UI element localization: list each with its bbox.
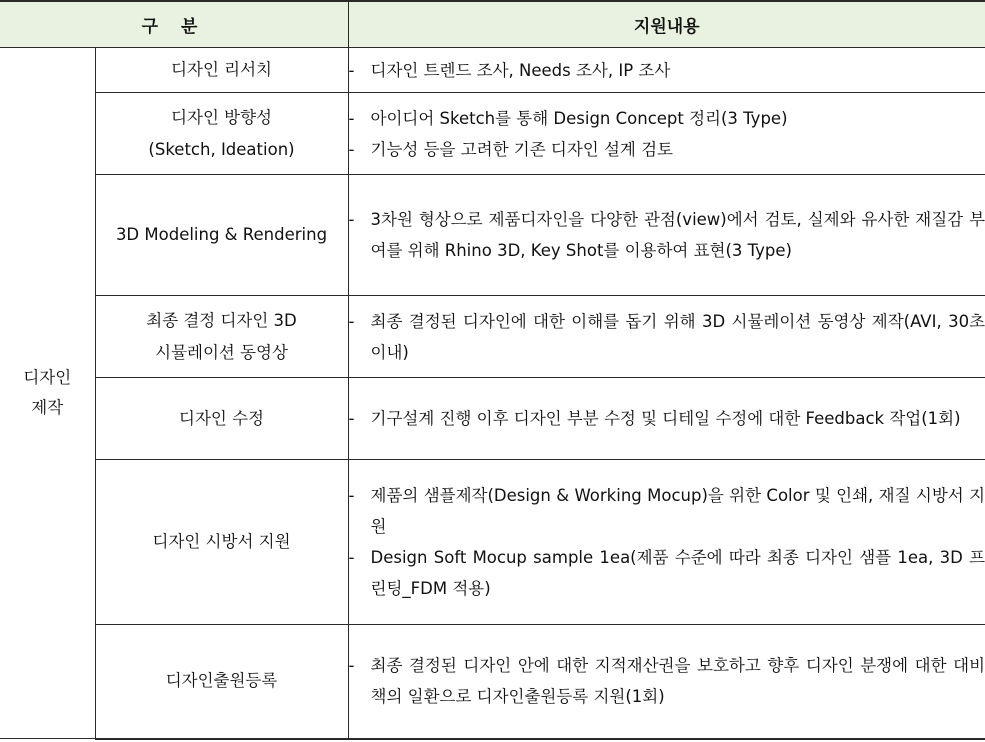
content-cell xyxy=(348,175,985,296)
subcategory-cell xyxy=(95,460,348,625)
item-text: 기구설계 진행 이후 디자인 부분 수정 및 디테일 수정에 대한 Feedback 작업(1회) xyxy=(370,409,961,428)
subcategory-label: 최종 결정 디자인 3D xyxy=(146,310,297,330)
item-text: 최종 결정된 디자인 안에 대한 지적재산권을 보호하고 향후 디자인 분쟁에 대한 대비책의 일환으로 디자인출원등록 지원(1회) xyxy=(370,656,985,707)
subcategory-label: 시뮬레이션 동영상 xyxy=(155,342,288,362)
table-row xyxy=(0,625,985,739)
list-item xyxy=(349,542,985,604)
subcategory-label: 디자인 수정 xyxy=(179,408,264,428)
subcategory-label: 디자인출원등록 xyxy=(165,671,278,691)
subcategory-cell xyxy=(95,93,348,175)
subcategory-label: 디자인 시방서 지원 xyxy=(152,532,291,551)
table-row xyxy=(0,378,985,460)
category-line-1: 디자인 xyxy=(23,368,72,387)
subcategory-cell xyxy=(95,48,348,93)
table-row xyxy=(0,460,985,625)
subcategory-label: 디자인 방향성 xyxy=(171,107,272,127)
header-support-content: 지원내용 xyxy=(348,1,985,48)
table-header-row xyxy=(0,1,985,48)
list-item xyxy=(349,403,985,434)
content-cell xyxy=(348,296,985,378)
dash-bullet: - xyxy=(348,108,355,128)
header-category: 구 분 xyxy=(0,1,348,48)
category-line-2: 제작 xyxy=(31,398,64,417)
category-design-production xyxy=(0,48,95,739)
table-row xyxy=(0,93,985,175)
subcategory-cell xyxy=(95,296,348,378)
content-cell xyxy=(348,93,985,175)
dash-bullet: - xyxy=(348,210,355,229)
subcategory-label: 3D Modeling & Rendering xyxy=(115,225,328,244)
list-item xyxy=(349,480,985,542)
subcategory-cell xyxy=(95,625,348,739)
table-row xyxy=(0,48,985,93)
list-item xyxy=(349,55,985,86)
list-item xyxy=(349,103,985,134)
item-text: 최종 결정된 디자인에 대한 이해를 돕기 위해 3D 시뮬레이션 동영상 제작(AVI, 30초 이내) xyxy=(370,311,985,362)
item-text: Design Soft Mocup sample 1ea(제품 수준에 따라 최종 디자인 샘플 1ea, 3D 프린팅_FDM 적용) xyxy=(370,548,985,598)
list-item xyxy=(349,134,985,165)
subcategory-label: 디자인 리서치 xyxy=(171,60,272,79)
dash-bullet: - xyxy=(348,486,355,505)
item-text: 제품의 샘플제작(Design & Working Mocup)을 위한 Color 및 인쇄, 재질 시방서 지원 xyxy=(370,486,985,536)
dash-bullet: - xyxy=(348,139,355,159)
list-item xyxy=(349,306,985,368)
subcategory-cell xyxy=(95,175,348,296)
list-item xyxy=(349,204,985,266)
item-text: 3차원 형상으로 제품디자인을 다양한 관점(view)에서 검토, 실제와 유사한 재질감 부여를 위해 Rhino 3D, Key Shot를 이용하여 표현(3 Type) xyxy=(370,210,985,260)
item-text: 아이디어 Sketch를 통해 Design Concept 정리(3 Type) xyxy=(370,108,788,128)
dash-bullet: - xyxy=(348,311,355,331)
dash-bullet: - xyxy=(348,656,355,676)
table-row xyxy=(0,296,985,378)
content-cell xyxy=(348,460,985,625)
list-item xyxy=(349,650,985,712)
dash-bullet: - xyxy=(348,409,355,428)
table-row xyxy=(0,175,985,296)
subcategory-label: (Sketch, Ideation) xyxy=(148,139,295,159)
dash-bullet: - xyxy=(348,60,355,80)
dash-bullet: - xyxy=(348,548,355,567)
item-text: 디자인 트렌드 조사, Needs 조사, IP 조사 xyxy=(370,60,671,80)
content-cell xyxy=(348,48,985,93)
content-cell xyxy=(348,625,985,739)
content-cell xyxy=(348,378,985,460)
subcategory-cell xyxy=(95,378,348,460)
item-text: 기능성 등을 고려한 기존 디자인 설계 검토 xyxy=(370,139,673,159)
